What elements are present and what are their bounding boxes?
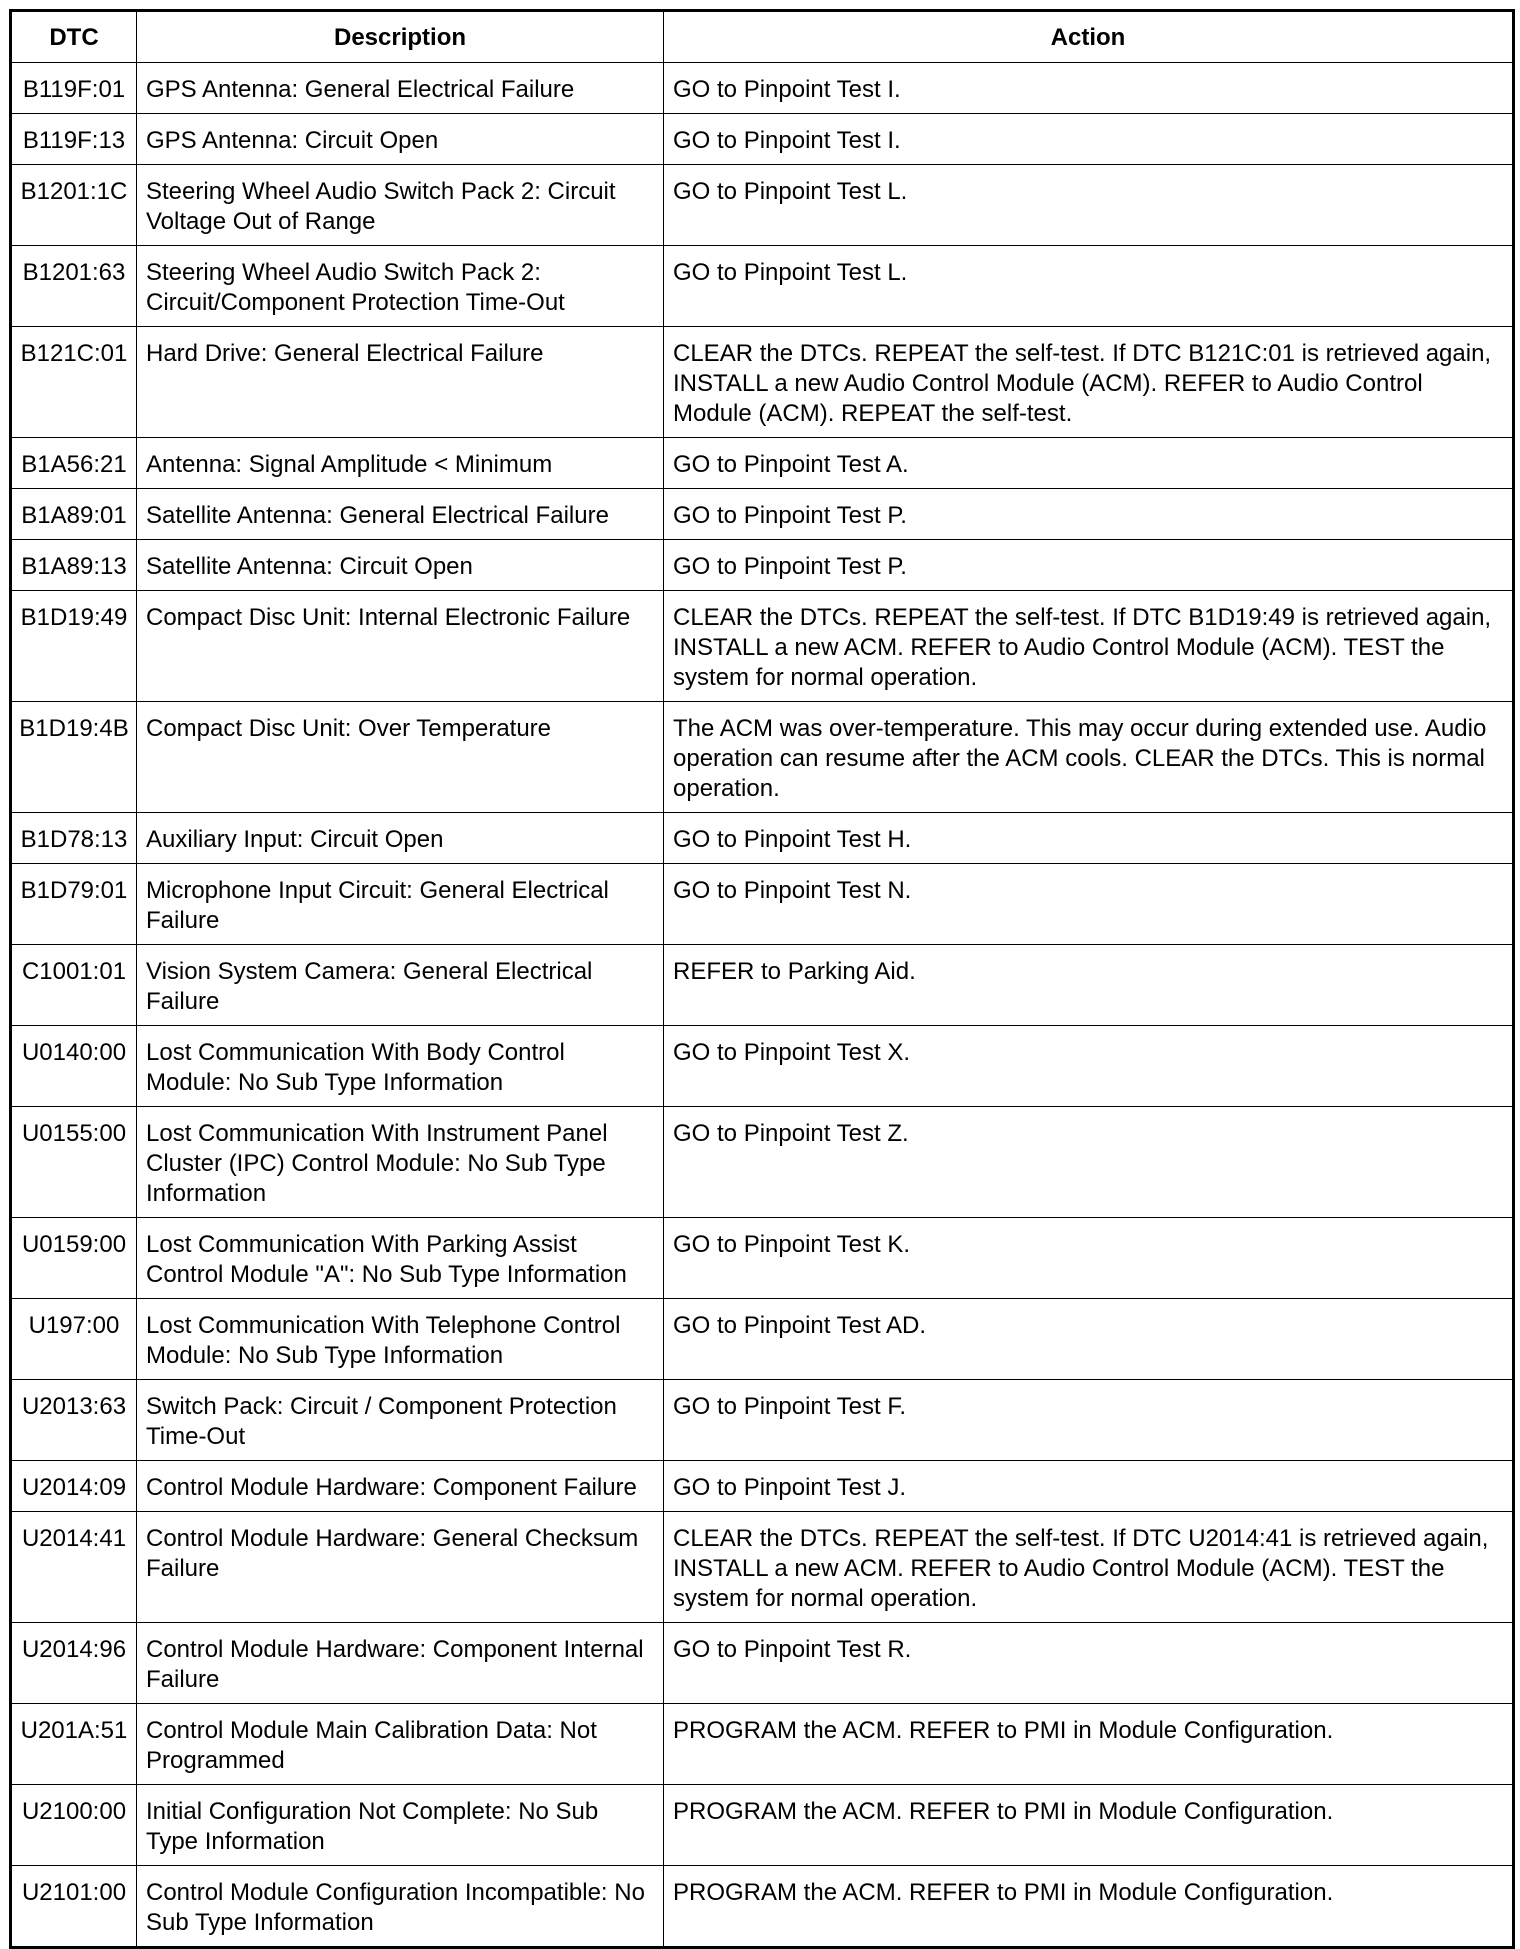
dtc-code: U197:00 xyxy=(11,1299,137,1380)
dtc-action: GO to Pinpoint Test H. xyxy=(664,813,1514,864)
header-action: Action xyxy=(664,11,1514,63)
table-row xyxy=(11,1461,1514,1512)
dtc-code: U2014:41 xyxy=(11,1512,137,1623)
table-row xyxy=(11,114,1514,165)
table-row xyxy=(11,1107,1514,1218)
dtc-action: GO to Pinpoint Test P. xyxy=(664,489,1514,540)
header-dtc: DTC xyxy=(11,11,137,63)
dtc-action: GO to Pinpoint Test A. xyxy=(664,438,1514,489)
dtc-action: CLEAR the DTCs. REPEAT the self-test. If DTC B121C:01 is retrieved again, INSTALL a new Audio Control Module (ACM). REFER to Audio Control Module (ACM). REPEAT the self-test. xyxy=(664,327,1514,438)
table-row xyxy=(11,702,1514,813)
dtc-action: REFER to Parking Aid. xyxy=(664,945,1514,1026)
table-row xyxy=(11,1623,1514,1704)
dtc-action: GO to Pinpoint Test I. xyxy=(664,63,1514,114)
dtc-action: GO to Pinpoint Test Z. xyxy=(664,1107,1514,1218)
dtc-code: B1A56:21 xyxy=(11,438,137,489)
dtc-action: GO to Pinpoint Test L. xyxy=(664,246,1514,327)
table-row xyxy=(11,438,1514,489)
dtc-description: Control Module Hardware: General Checksum Failure xyxy=(137,1512,664,1623)
dtc-action: GO to Pinpoint Test P. xyxy=(664,540,1514,591)
dtc-table xyxy=(9,9,1515,1949)
table-header xyxy=(11,11,1514,63)
table-row xyxy=(11,1218,1514,1299)
table-row xyxy=(11,1026,1514,1107)
dtc-action: PROGRAM the ACM. REFER to PMI in Module Configuration. xyxy=(664,1866,1514,1948)
table-row xyxy=(11,1785,1514,1866)
table-row xyxy=(11,540,1514,591)
table-row xyxy=(11,864,1514,945)
dtc-description: Lost Communication With Instrument Panel Cluster (IPC) Control Module: No Sub Type Information xyxy=(137,1107,664,1218)
dtc-action: GO to Pinpoint Test AD. xyxy=(664,1299,1514,1380)
dtc-description: Hard Drive: General Electrical Failure xyxy=(137,327,664,438)
table-row xyxy=(11,489,1514,540)
dtc-description: GPS Antenna: General Electrical Failure xyxy=(137,63,664,114)
table-body xyxy=(11,63,1514,1948)
dtc-code: U2013:63 xyxy=(11,1380,137,1461)
table-row xyxy=(11,1704,1514,1785)
dtc-description: Auxiliary Input: Circuit Open xyxy=(137,813,664,864)
dtc-description: Steering Wheel Audio Switch Pack 2: Circuit/Component Protection Time-Out xyxy=(137,246,664,327)
dtc-code: B121C:01 xyxy=(11,327,137,438)
header-description: Description xyxy=(137,11,664,63)
dtc-description: Compact Disc Unit: Internal Electronic Failure xyxy=(137,591,664,702)
table-row xyxy=(11,246,1514,327)
dtc-description: Switch Pack: Circuit / Component Protection Time-Out xyxy=(137,1380,664,1461)
dtc-code: B1201:1C xyxy=(11,165,137,246)
dtc-action: PROGRAM the ACM. REFER to PMI in Module Configuration. xyxy=(664,1704,1514,1785)
table-row xyxy=(11,945,1514,1026)
dtc-description: Satellite Antenna: Circuit Open xyxy=(137,540,664,591)
dtc-code: U2014:09 xyxy=(11,1461,137,1512)
dtc-action: GO to Pinpoint Test F. xyxy=(664,1380,1514,1461)
dtc-description: Control Module Main Calibration Data: Not Programmed xyxy=(137,1704,664,1785)
table-row xyxy=(11,165,1514,246)
table-row xyxy=(11,1512,1514,1623)
dtc-code: B1201:63 xyxy=(11,246,137,327)
dtc-description: Lost Communication With Telephone Control Module: No Sub Type Information xyxy=(137,1299,664,1380)
dtc-description: Control Module Hardware: Component Failure xyxy=(137,1461,664,1512)
dtc-action: GO to Pinpoint Test R. xyxy=(664,1623,1514,1704)
dtc-action: CLEAR the DTCs. REPEAT the self-test. If DTC B1D19:49 is retrieved again, INSTALL a new ACM. REFER to Audio Control Module (ACM). TEST the system for normal operation. xyxy=(664,591,1514,702)
dtc-action: GO to Pinpoint Test X. xyxy=(664,1026,1514,1107)
dtc-description: Initial Configuration Not Complete: No Sub Type Information xyxy=(137,1785,664,1866)
dtc-description: Microphone Input Circuit: General Electrical Failure xyxy=(137,864,664,945)
dtc-code: B1D79:01 xyxy=(11,864,137,945)
table-row xyxy=(11,1866,1514,1948)
table-row xyxy=(11,1380,1514,1461)
dtc-action: GO to Pinpoint Test J. xyxy=(664,1461,1514,1512)
dtc-action: GO to Pinpoint Test N. xyxy=(664,864,1514,945)
dtc-description: Lost Communication With Body Control Module: No Sub Type Information xyxy=(137,1026,664,1107)
dtc-code: U2014:96 xyxy=(11,1623,137,1704)
table-row xyxy=(11,327,1514,438)
dtc-code: U0159:00 xyxy=(11,1218,137,1299)
dtc-code: B1A89:01 xyxy=(11,489,137,540)
table-row xyxy=(11,591,1514,702)
dtc-code: U0140:00 xyxy=(11,1026,137,1107)
dtc-code: B1A89:13 xyxy=(11,540,137,591)
dtc-code: B119F:01 xyxy=(11,63,137,114)
table-row xyxy=(11,1299,1514,1380)
dtc-code: U0155:00 xyxy=(11,1107,137,1218)
dtc-action: GO to Pinpoint Test L. xyxy=(664,165,1514,246)
dtc-description: Compact Disc Unit: Over Temperature xyxy=(137,702,664,813)
dtc-code: B119F:13 xyxy=(11,114,137,165)
dtc-description: Antenna: Signal Amplitude < Minimum xyxy=(137,438,664,489)
dtc-description: Vision System Camera: General Electrical Failure xyxy=(137,945,664,1026)
dtc-description: Steering Wheel Audio Switch Pack 2: Circuit Voltage Out of Range xyxy=(137,165,664,246)
dtc-description: Control Module Hardware: Component Internal Failure xyxy=(137,1623,664,1704)
dtc-code: B1D19:4B xyxy=(11,702,137,813)
dtc-action: GO to Pinpoint Test K. xyxy=(664,1218,1514,1299)
dtc-action: CLEAR the DTCs. REPEAT the self-test. If DTC U2014:41 is retrieved again, INSTALL a new ACM. REFER to Audio Control Module (ACM). TEST the system for normal operation. xyxy=(664,1512,1514,1623)
dtc-code: B1D78:13 xyxy=(11,813,137,864)
dtc-code: C1001:01 xyxy=(11,945,137,1026)
table-row xyxy=(11,63,1514,114)
dtc-description: Lost Communication With Parking Assist Control Module "A": No Sub Type Information xyxy=(137,1218,664,1299)
dtc-code: U2100:00 xyxy=(11,1785,137,1866)
dtc-action: PROGRAM the ACM. REFER to PMI in Module Configuration. xyxy=(664,1785,1514,1866)
dtc-description: Satellite Antenna: General Electrical Failure xyxy=(137,489,664,540)
dtc-code: U201A:51 xyxy=(11,1704,137,1785)
header-row xyxy=(11,11,1514,63)
dtc-description: Control Module Configuration Incompatible: No Sub Type Information xyxy=(137,1866,664,1948)
table-row xyxy=(11,813,1514,864)
dtc-action: The ACM was over-temperature. This may occur during extended use. Audio operation can resume after the ACM cools. CLEAR the DTCs. This is normal operation. xyxy=(664,702,1514,813)
dtc-code: U2101:00 xyxy=(11,1866,137,1948)
dtc-action: GO to Pinpoint Test I. xyxy=(664,114,1514,165)
dtc-code: B1D19:49 xyxy=(11,591,137,702)
dtc-description: GPS Antenna: Circuit Open xyxy=(137,114,664,165)
